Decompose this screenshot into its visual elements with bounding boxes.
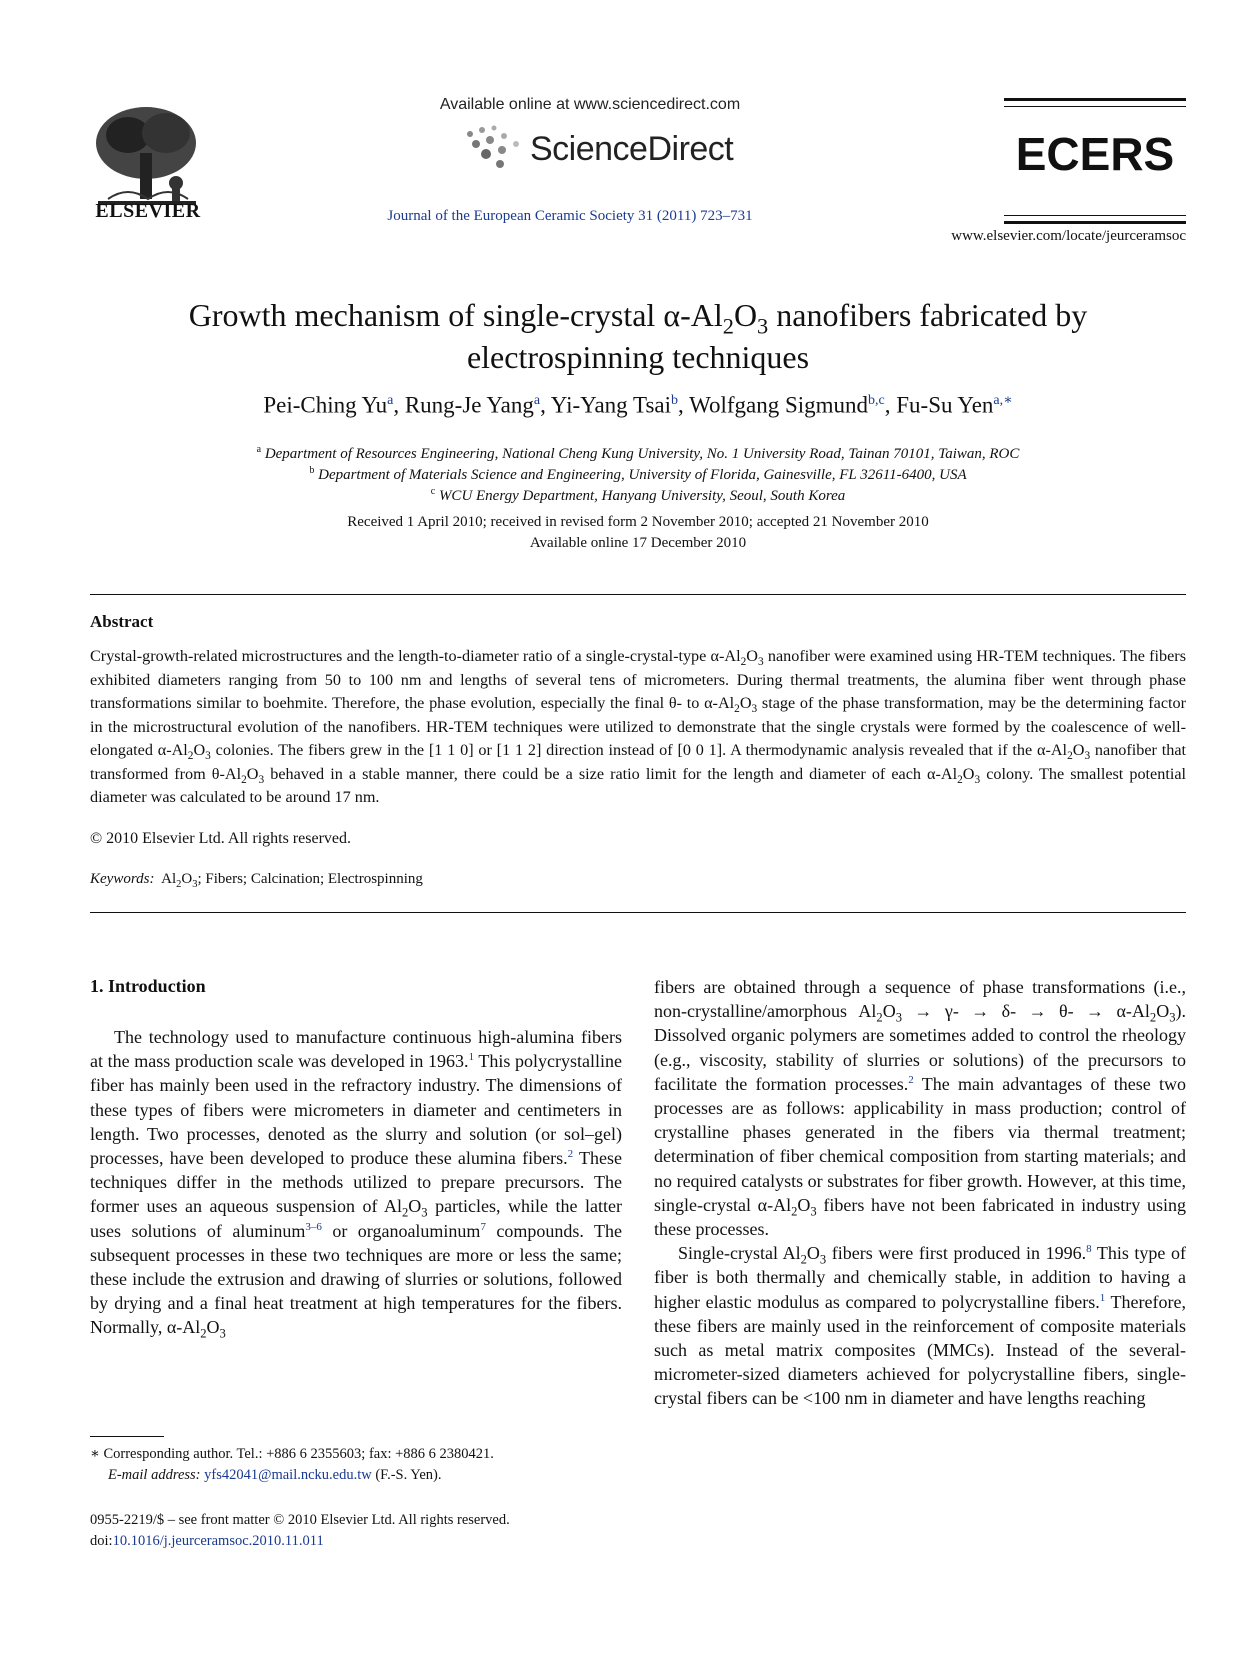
title-part: nanofibers fabricated by [768,297,1088,333]
doi-link[interactable]: 10.1016/j.jeurceramsoc.2010.11.011 [112,1533,324,1549]
ecers-logo [1004,128,1186,178]
author-name: Pei-Ching Yu [263,392,388,418]
affiliation-mark: a [256,444,262,455]
title-part: Growth mechanism of single-crystal α-Al [188,297,723,333]
abstract-copyright: © 2010 Elsevier Ltd. All rights reserved. [90,830,351,847]
author-affil-mark[interactable]: a [387,393,394,408]
title-part: O [733,297,758,333]
corresponding-author-line: ∗ Corresponding author. Tel.: +886 6 2355603; fax: +886 6 2380421. [90,1446,494,1462]
author-affil-mark[interactable]: b [671,393,678,408]
author-affil-mark[interactable]: a,∗ [993,393,1013,408]
author-name: Rung-Je Yang [404,392,534,418]
divider [90,594,1186,595]
affiliation-mark: b [309,465,315,476]
keywords-label: Keywords: [90,871,155,887]
article-title: Growth mechanism of single-crystal $\alpha-Al_2O_3$ nanofibers fabricated by electrospinning techniques [188,297,1088,375]
received-dates: Received 1 April 2010; received in revised form 2 November 2010; accepted 21 November 2010 [347,514,929,530]
issn-line: 0955-2219/$ – see front matter © 2010 Elsevier Ltd. All rights reserved. [90,1512,510,1528]
abstract-heading: Abstract [90,612,154,631]
affiliation-mark: c [430,486,436,497]
available-date: Available online 17 December 2010 [529,535,747,551]
issn-block [90,1510,650,1552]
author-affil-mark[interactable]: a [533,393,541,408]
keywords-list: ; Fibers; Calcination; Electrospinning [197,871,423,887]
section-heading: 1. Introduction [90,976,206,996]
ecers-logo-text: ECERS [1015,128,1175,178]
corresponding-author-footnote [90,1444,650,1486]
footnote-rule [90,1436,164,1437]
affiliation [90,465,1186,484]
body-column-left [90,1025,622,1340]
paragraph: The technology used to manufacture continuous high-alumina fibers at the mass production scale was developed in 1963.$^1$ This polycrystalline fiber has mainly been used in the refractory industry. The dimensions of these types of fibers were micrometers in diameter and centimeters in length. Two processes, denoted as the slurry and solution (or sol–gel) processes, have been developed to produce these alumina fibers.$^2$ These techniques differ in the methods utilized to prepare precursors. The former uses an aqueous suspension of $Al_2O_3$ particles, while the latter uses solutions of aluminum$^{3-6}$ or organoaluminum$^7$ compounds. The subsequent processes in these two techniques are more or less the same; these include the extrusion and drawing of slurries or solutions, followed by drying and a final heat treatment at high temperatures for the fibers. Normally, $\alpha-Al_2O_3$ [90,1027,623,1342]
available-online-text: Available online at www.sciencedirect.com [439,96,741,113]
paragraph: fibers are obtained through a sequence of phase transformations (i.e., non-crystalline/amorphous $Al_2O_3 \to \gamma- \to \delta- \to \theta- \to \alpha-Al_2O_3$). Dissolved organic polymers are sometimes added to control the rheology (e.g., viscosity, stability of slurries or solutions) of the precursors to facilitate the formation processes.$^2$ The main advantages of these two processes are as follows: applicability in mass production; control of crystalline phases generated in the fibers via thermal treatment; determination of fiber chemical composition from starting materials; and no required catalysts or substrates for fiber growth. However, at this time, single-crystal $\alpha-Al_2O_3$ fibers have not been fabricated in industry using these processes. [654,977,1187,1240]
email-suffix: (F.-S. Yen). [371,1467,442,1483]
divider [90,912,1186,913]
author-list: Pei-Ching Yu$^a$, Rung-Je Yang$^a$, Yi-Yang Tsai$^b$, Wolfgang Sigmund$^{b,c}$, Fu-Su Yen$^{a,∗}$ [263,392,1013,418]
paragraph: Single-crystal $Al_2O_3$ fibers were first produced in 1996.$^8$ This type of fiber is both thermally and chemically stable, in addition to having a higher elastic modulus as compared to polycrystalline fibers.$^1$ Therefore, these fibers are mainly used in the reinforcement of composite materials such as metal matrix composites (MMCs). Instead of the several-micrometer-sized diameters achieved for polycrystalline fibers, single-crystal fibers can be <100 nm in diameter and have lengths reaching [654,1243,1186,1409]
affiliation [90,486,1186,505]
affiliation-text: WCU Energy Department, Hanyang University, Seoul, South Korea [438,488,846,504]
email-link[interactable]: yfs42041@mail.ncku.edu.tw [204,1467,372,1483]
affiliation-text: Department of Resources Engineering, National Cheng Kung University, No. 1 University Road, Tainan 70101, Taiwan, ROC [264,446,1020,462]
title-part: electrospinning techniques [466,339,810,375]
author-name: Fu-Su Yen [896,392,994,418]
body-column-right [654,975,1186,1411]
sciencedirect-dots-icon [460,122,530,172]
author-name: Yi-Yang Tsai [550,392,671,418]
publisher-name: ELSEVIER [95,200,201,222]
journal-citation-link[interactable]: Journal of the European Ceramic Society 31 (2011) 723–731 [387,208,753,224]
author-affil-mark[interactable]: b,c [868,393,885,408]
affiliation-text: Department of Materials Science and Engineering, University of Florida, Gainesville, FL 32611-6400, USA [318,467,967,483]
doi-label: doi: [90,1533,113,1549]
sciencedirect-wordmark: ScienceDirect [530,130,734,168]
keywords: Keywords: $Al_2O_3$; Fibers; Calcination; Electrospinning [90,871,423,890]
author-name: Wolfgang Sigmund [689,392,869,418]
ecers-top-rule [1004,98,1186,107]
affiliation [90,444,1186,463]
abstract-body: Crystal-growth-related microstructures and the length-to-diameter ratio of a single-crystal-type $\alpha-Al_2O_3$ nanofiber were examined using HR-TEM techniques. The fibers exhibited diameters ranging from 50 to 100 nm and lengths of several tens of micrometers. During thermal treatments, the alumina fiber went through phase transformations similar to boehmite. Therefore, the phase evolution, especially the final θ- to $\alpha-Al_2O_3$ stage of the phase transformation, may be the determining factor in the microstructural evolution of the nanofibers. HR-TEM techniques were utilized to demonstrate that the single crystals were formed by the coalescence of well-elongated $\alpha-Al_2O_3$ colonies. The fibers grew in the [1 1 0] or [1 1 2] direction instead of [0 0 1]. A thermodynamic analysis revealed that if the $\alpha-Al_2O_3$ nanofiber that transformed from $\theta-Al_2O_3$ behaved in a stable manner, there could be a size ratio limit for the length and diameter of each $\alpha-Al_2O_3$ colony. The smallest potential diameter was calculated to be around 17 nm. [90,647,1187,806]
journal-url-link[interactable]: www.elsevier.com/locate/jeurceramsoc [951,228,1186,244]
ecers-bottom-rule [1004,215,1186,224]
email-label: E-mail address: [108,1467,201,1483]
